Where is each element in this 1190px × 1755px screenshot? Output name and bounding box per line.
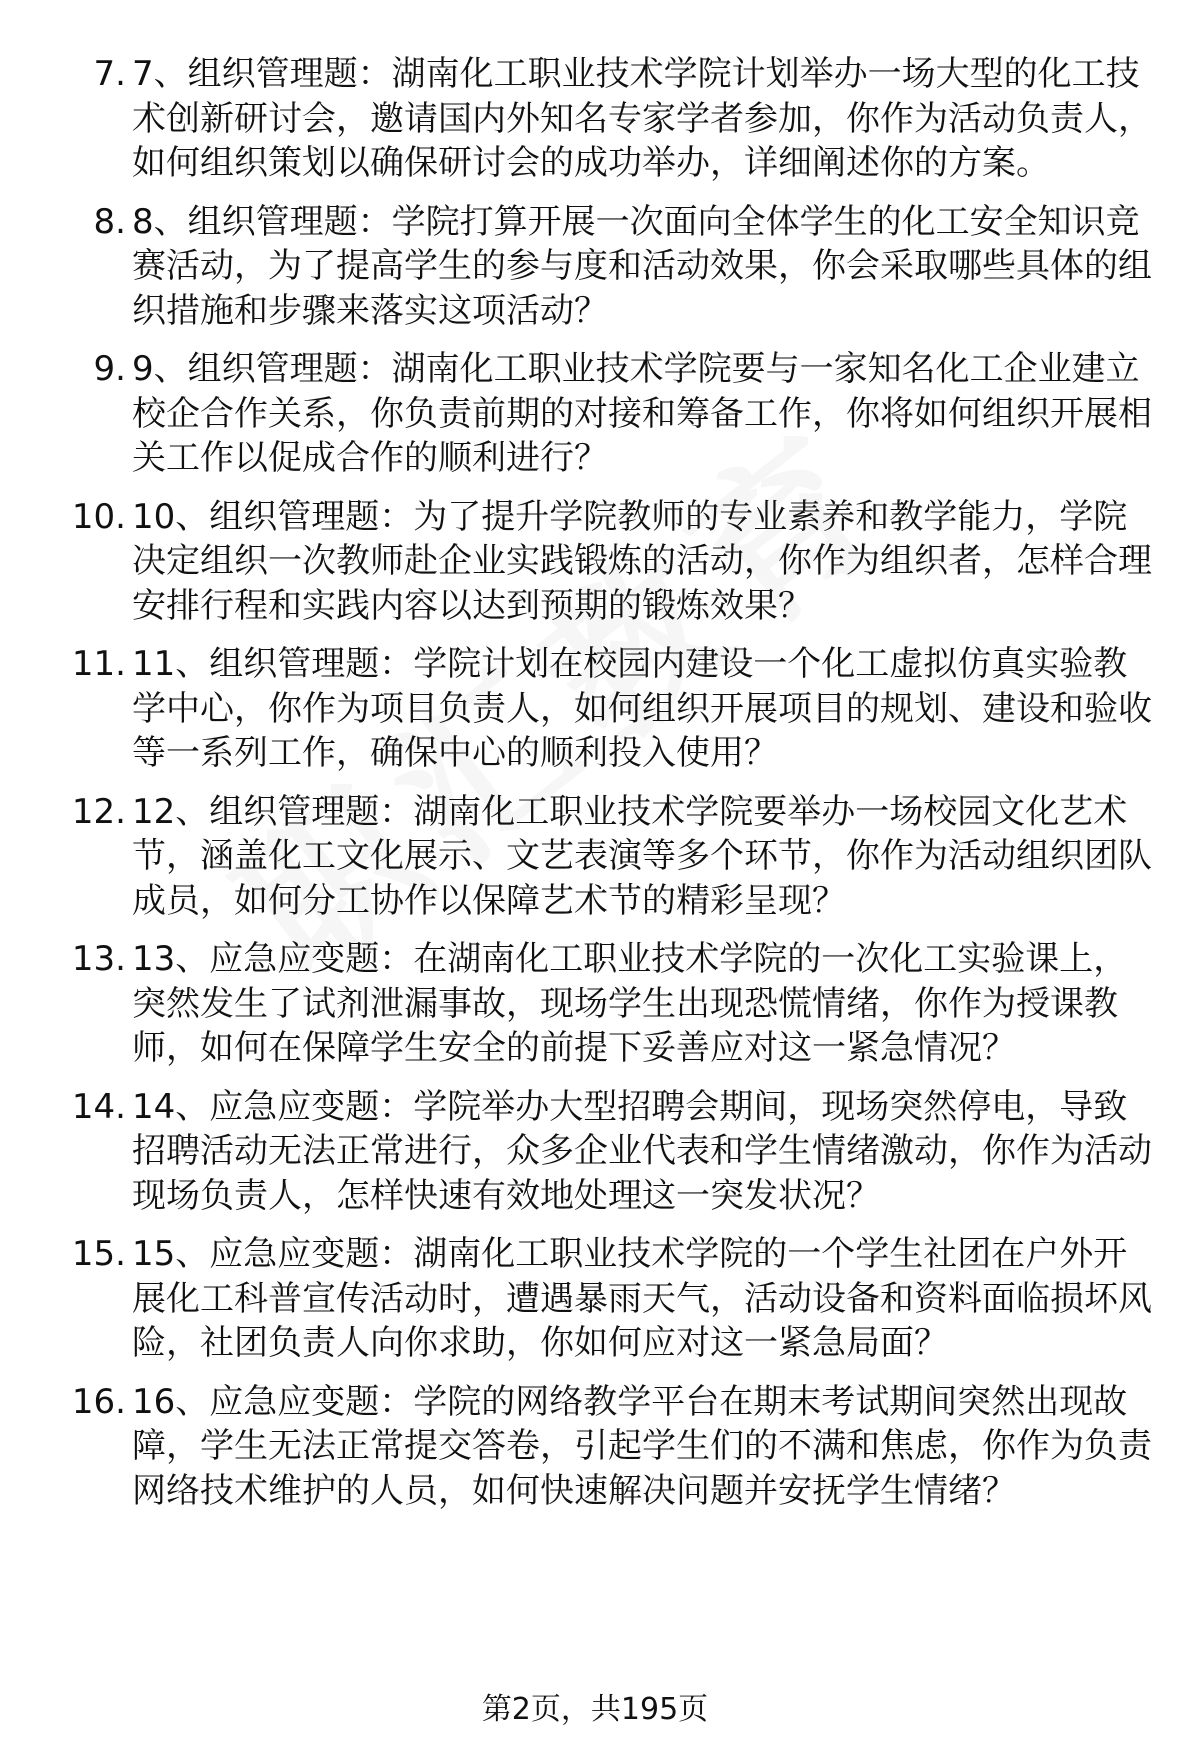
question-item (40, 790, 1160, 924)
question-item (40, 1232, 1160, 1366)
question-item (40, 642, 1160, 776)
question-text: 7、组织管理题：湖南化工职业技术学院计划举办一场大型的化工技术创新研讨会，邀请国内外知名专家学者参加，你作为活动负责人，如何组织策划以确保研讨会的成功举办，详细阐述你的方案。 (132, 54, 1152, 183)
question-number: 7. (93, 54, 126, 94)
question-number: 11. (71, 644, 126, 684)
question-list (40, 52, 1160, 1527)
question-number: 10. (71, 496, 126, 537)
page-footer (0, 1690, 1190, 1730)
question-item (40, 52, 1160, 186)
question-text: 12、组织管理题：湖南化工职业技术学院要举办一场校园文化艺术节，涵盖化工文化展示、文艺表演等多个环节，你作为活动组织团队成员，如何分工协作以保障艺术节的精彩呈现？ (132, 791, 1152, 921)
question-number: 13. (71, 939, 126, 979)
question-text: 13、应急应变题：在湖南化工职业技术学院的一次化工实验课上，突然发生了试剂泄漏事故，现场学生出现恐慌情绪，你作为授课教师，如何在保障学生安全的前提下妥善应对这一紧急情况？ (132, 939, 1128, 1068)
question-item (40, 347, 1160, 481)
question-item (40, 1085, 1160, 1219)
question-text: 15、应急应变题：湖南化工职业技术学院的一个学生社团在户外开展化工科普宣传活动时，遭遇暴雨天气，活动设备和资料面临损坏风险，社团负责人向你求助，你如何应对这一紧急局面？ (132, 1234, 1152, 1363)
question-number: 15. (71, 1234, 126, 1274)
question-number: 14. (71, 1086, 126, 1127)
question-item (40, 1380, 1160, 1514)
question-text: 10、组织管理题：为了提升学院教师的专业素养和教学能力，学院决定组织一次教师赴企业实践锻炼的活动，你作为组织者，怎样合理安排行程和实践内容以达到预期的锻炼效果？ (132, 496, 1152, 626)
question-number: 9. (93, 349, 126, 389)
question-text: 9、组织管理题：湖南化工职业技术学院要与一家知名化工企业建立校企合作关系，你负责前期的对接和筹备工作，你将如何组织开展相关工作以促成合作的顺利进行？ (132, 349, 1152, 478)
question-number: 12. (71, 791, 126, 832)
question-item (40, 200, 1160, 334)
question-number: 16. (71, 1381, 126, 1422)
page-number-label: 第2页，共195页 (481, 1692, 709, 1727)
question-item (40, 937, 1160, 1071)
question-text: 11、组织管理题：学院计划在校园内建设一个化工虚拟仿真实验教学中心，你作为项目负责人，如何组织开展项目的规划、建设和验收等一系列工作，确保中心的顺利投入使用？ (132, 644, 1152, 773)
question-text: 8、组织管理题：学院打算开展一次面向全体学生的化工安全知识竞赛活动，为了提高学生的参与度和活动效果，你会采取哪些具体的组织措施和步骤来落实这项活动？ (132, 201, 1152, 331)
question-number: 8. (93, 201, 126, 242)
question-item (40, 495, 1160, 629)
question-text: 14、应急应变题：学院举办大型招聘会期间，现场突然停电，导致招聘活动无法正常进行，众多企业代表和学生情绪激动，你作为活动现场负责人，怎样快速有效地处理这一突发状况？ (132, 1086, 1152, 1216)
question-text: 16、应急应变题：学院的网络教学平台在期末考试期间突然出现故障，学生无法正常提交答卷，引起学生们的不满和焦虑，你作为负责网络技术维护的人员，如何快速解决问题并安抚学生情绪？ (132, 1381, 1152, 1511)
